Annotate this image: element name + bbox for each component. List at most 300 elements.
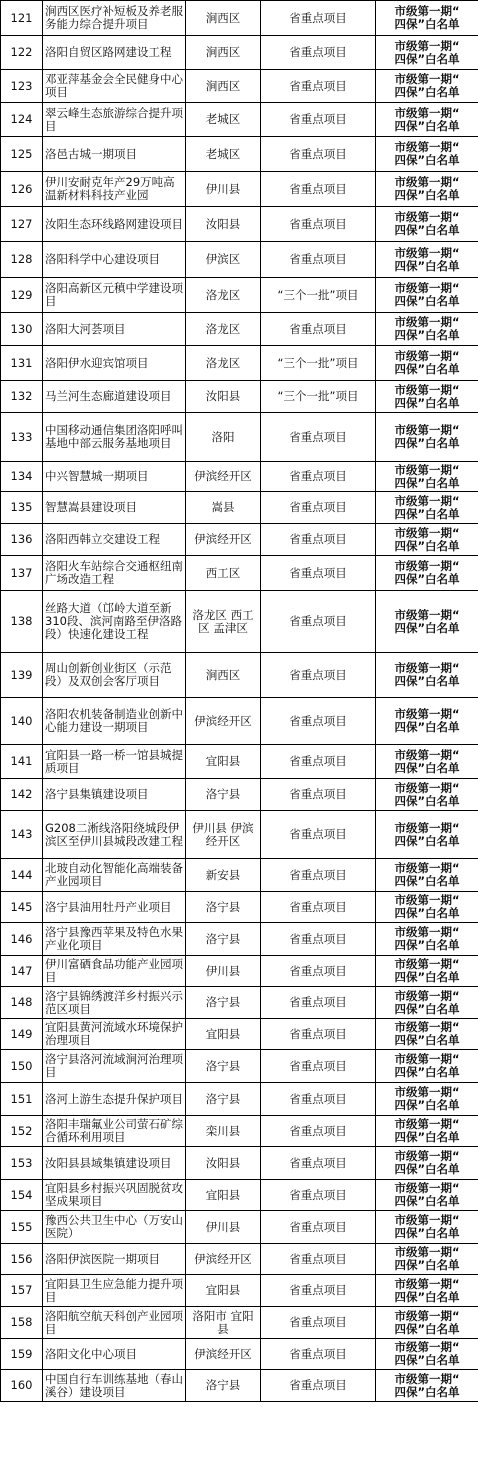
- table-row: [1, 1116, 478, 1147]
- list-status: [376, 346, 478, 381]
- list-status-line-2: 四保”白名单: [394, 760, 460, 775]
- project-name: 智慧嵩县建设项目: [43, 492, 186, 524]
- project-type: 省重点项目: [261, 653, 376, 698]
- project-name: 汝阳县县域集镇建设项目: [43, 1147, 186, 1180]
- list-status-line-2: 四保”白名单: [394, 793, 460, 808]
- row-number: 137: [1, 556, 43, 591]
- table-row: [1, 1180, 478, 1211]
- row-number: 147: [1, 956, 43, 987]
- project-type: 省重点项目: [261, 892, 376, 923]
- project-region: 伊滨经开区: [186, 1339, 261, 1370]
- list-status-line-1: 市级第一期“: [394, 661, 460, 675]
- table-row: [1, 653, 478, 698]
- row-number: 136: [1, 524, 43, 556]
- project-name: 周山创新创业街区（示范段）及双创会客厅项目: [43, 653, 186, 698]
- list-status-line-1: 市级第一期“: [394, 1276, 460, 1291]
- project-type: 省重点项目: [261, 956, 376, 987]
- list-status-line-1: 市级第一期“: [394, 1308, 460, 1323]
- project-type: 省重点项目: [261, 313, 376, 346]
- list-status: [376, 698, 478, 745]
- project-type: 省重点项目: [261, 698, 376, 745]
- table-row: [1, 1370, 478, 1402]
- list-status-line-1: 市级第一期“: [394, 1245, 460, 1259]
- row-number: 152: [1, 1116, 43, 1147]
- list-status-line-1: 市级第一期“: [394, 707, 460, 721]
- row-number: 159: [1, 1339, 43, 1370]
- list-status-line-2: 四保”白名单: [394, 1033, 460, 1047]
- table-row: [1, 137, 478, 172]
- list-status-line-1: 市级第一期“: [394, 893, 460, 907]
- table-row: [1, 745, 478, 779]
- project-name: 洛阳科学中心建设项目: [43, 242, 186, 278]
- list-status-line-2: 四保”白名单: [394, 17, 460, 31]
- project-type: 省重点项目: [261, 524, 376, 556]
- list-status: [376, 492, 478, 524]
- project-name: 洛宁县锦绣渡洋乡村振兴示范区项目: [43, 987, 186, 1019]
- project-region: 汝阳县: [186, 1147, 261, 1180]
- project-name: 洛阳丰瑞氟业公司萤石矿综合循环利用项目: [43, 1116, 186, 1147]
- project-name: 洛宁县油用牡丹产业项目: [43, 892, 186, 923]
- list-status-line-1: 市级第一期“: [394, 423, 460, 437]
- list-status-line-1: 市级第一期“: [394, 72, 460, 86]
- project-type: 省重点项目: [261, 492, 376, 524]
- row-number: 150: [1, 1050, 43, 1083]
- row-number: 133: [1, 413, 43, 462]
- project-type: 省重点项目: [261, 103, 376, 137]
- table-row: [1, 524, 478, 556]
- row-number: 124: [1, 103, 43, 137]
- project-region: 洛宁县: [186, 923, 261, 956]
- list-status: [376, 462, 478, 492]
- list-status: [376, 1019, 478, 1050]
- list-status-line-2: 四保”白名单: [394, 1353, 460, 1367]
- project-name: 洛阳高新区元稹中学建设项目: [43, 278, 186, 313]
- project-region: 伊滨经开区: [186, 462, 261, 492]
- table-row: [1, 779, 478, 811]
- project-region: 洛阳市 宜阳县: [186, 1307, 261, 1339]
- list-status-line-1: 市级第一期“: [394, 861, 460, 875]
- project-name: 邓亚萍基金会全民健身中心项目: [43, 70, 186, 103]
- list-status: [376, 779, 478, 811]
- project-name: 洛阳文化中心项目: [43, 1339, 186, 1370]
- project-region: 洛宁县: [186, 1370, 261, 1402]
- project-type: 省重点项目: [261, 462, 376, 492]
- row-number: 138: [1, 591, 43, 653]
- project-type: 省重点项目: [261, 1019, 376, 1050]
- table-row: [1, 242, 478, 278]
- list-status-line-2: 四保”白名单: [394, 1226, 460, 1240]
- list-status: [376, 242, 478, 278]
- project-type: 省重点项目: [261, 207, 376, 242]
- list-status: [376, 923, 478, 956]
- project-type: 省重点项目: [261, 1, 376, 36]
- list-status: [376, 381, 478, 413]
- project-type: 省重点项目: [261, 745, 376, 779]
- list-status-line-1: 市级第一期“: [394, 105, 460, 120]
- row-number: 158: [1, 1307, 43, 1339]
- table-row: [1, 346, 478, 381]
- list-status-line-1: 市级第一期“: [394, 525, 460, 540]
- project-type: 省重点项目: [261, 1116, 376, 1147]
- row-number: 148: [1, 987, 43, 1019]
- project-type: 省重点项目: [261, 1050, 376, 1083]
- list-status: [376, 313, 478, 346]
- row-number: 151: [1, 1083, 43, 1116]
- list-status-line-2: 四保”白名单: [394, 1130, 460, 1144]
- project-region: 涧西区: [186, 1, 261, 36]
- project-region: 伊滨区: [186, 242, 261, 278]
- project-type: 省重点项目: [261, 987, 376, 1019]
- list-status-line-2: 四保”白名单: [394, 538, 460, 553]
- table-row: [1, 313, 478, 346]
- list-status-line-2: 四保”白名单: [394, 188, 460, 202]
- project-name: 洛阳伊水迎宾馆项目: [43, 346, 186, 381]
- table-row: [1, 556, 478, 591]
- row-number: 127: [1, 207, 43, 242]
- row-number: 157: [1, 1275, 43, 1307]
- list-status-line-2: 四保”白名单: [394, 938, 460, 952]
- list-status: [376, 137, 478, 172]
- table-row: [1, 923, 478, 956]
- project-type: “三个一批”项目: [261, 278, 376, 313]
- list-status: [376, 1211, 478, 1244]
- project-name: 宜阳县卫生应急能力提升项目: [43, 1275, 186, 1307]
- list-status: [376, 745, 478, 779]
- project-type: “三个一批”项目: [261, 381, 376, 413]
- project-region: 栾川县: [186, 1116, 261, 1147]
- list-status: [376, 278, 478, 313]
- project-region: 涧西区: [186, 653, 261, 698]
- row-number: 149: [1, 1019, 43, 1050]
- list-status-line-2: 四保”白名单: [394, 223, 460, 237]
- list-status: [376, 524, 478, 556]
- project-name: 洛邑古城一期项目: [43, 137, 186, 172]
- project-name: 涧西区医疗补短板及养老服务能力综合提升项目: [43, 1, 186, 36]
- list-status-line-2: 四保”白名单: [394, 258, 460, 273]
- list-status-line-2: 四保”白名单: [394, 833, 460, 848]
- table-row: [1, 698, 478, 745]
- row-number: 144: [1, 859, 43, 892]
- row-number: 142: [1, 779, 43, 811]
- list-status: [376, 591, 478, 653]
- project-region: 伊川县 伊滨经开区: [186, 811, 261, 859]
- project-type: 省重点项目: [261, 591, 376, 653]
- project-name: 洛阳农机装备制造业创新中心能力建设一期项目: [43, 698, 186, 745]
- list-status: [376, 1370, 478, 1402]
- list-status: [376, 556, 478, 591]
- table-row: [1, 892, 478, 923]
- table-row: [1, 381, 478, 413]
- list-status-line-2: 四保”白名单: [394, 1098, 460, 1112]
- project-region: 嵩县: [186, 492, 261, 524]
- list-status-line-1: 市级第一期“: [394, 38, 460, 53]
- project-name: 中国自行车训练基地（春山溪谷）建设项目: [43, 1370, 186, 1402]
- table-row: [1, 1211, 478, 1244]
- list-status-line-2: 四保”白名单: [394, 970, 460, 984]
- project-region: 宜阳县: [186, 1275, 261, 1307]
- project-type: 省重点项目: [261, 1180, 376, 1211]
- table-row: [1, 172, 478, 207]
- list-status-line-2: 四保”白名单: [394, 362, 460, 376]
- list-status: [376, 1244, 478, 1275]
- project-region: 伊川县: [186, 1211, 261, 1244]
- row-number: 139: [1, 653, 43, 698]
- project-name: 洛河上游生态提升保护项目: [43, 1083, 186, 1116]
- list-status: [376, 987, 478, 1019]
- table-row: [1, 1275, 478, 1307]
- project-region: 洛龙区: [186, 346, 261, 381]
- list-status-line-1: 市级第一期“: [394, 607, 460, 622]
- list-status: [376, 892, 478, 923]
- list-status-line-2: 四保”白名单: [394, 85, 460, 99]
- list-status-line-1: 市级第一期“: [394, 747, 460, 762]
- list-status-line-1: 市级第一期“: [394, 175, 460, 189]
- list-status-line-2: 四保”白名单: [394, 1321, 460, 1336]
- list-status-line-2: 四保”白名单: [394, 1001, 460, 1016]
- project-name: 洛阳伊滨医院一期项目: [43, 1244, 186, 1275]
- list-status-line-2: 四保”白名单: [394, 906, 460, 920]
- table-row: [1, 1019, 478, 1050]
- project-type: “三个一批”项目: [261, 346, 376, 381]
- row-number: 125: [1, 137, 43, 172]
- list-status-line-1: 市级第一期“: [394, 382, 460, 397]
- project-type: 省重点项目: [261, 1370, 376, 1402]
- project-region: 西工区: [186, 556, 261, 591]
- project-region: 洛龙区 西工区 孟津区: [186, 591, 261, 653]
- row-number: 155: [1, 1211, 43, 1244]
- table-row: [1, 462, 478, 492]
- list-status-line-2: 四保”白名单: [394, 1065, 460, 1079]
- list-status: [376, 1339, 478, 1370]
- list-status-line-1: 市级第一期“: [394, 1371, 460, 1386]
- project-name: 洛阳大河荟项目: [43, 313, 186, 346]
- list-status-line-1: 市级第一期“: [394, 281, 460, 295]
- project-name: 豫西公共卫生中心（万安山医院）: [43, 1211, 186, 1244]
- list-status-line-2: 四保”白名单: [394, 436, 460, 450]
- project-name: 伊川安耐克年产29万吨高温新材料科技产业园: [43, 172, 186, 207]
- list-status-line-1: 市级第一期“: [394, 1052, 460, 1066]
- list-status: [376, 1, 478, 36]
- project-name: 宜阳县乡村振兴巩固脱贫攻坚成果项目: [43, 1180, 186, 1211]
- list-status-line-2: 四保”白名单: [394, 1289, 460, 1304]
- project-name: 洛阳火车站综合交通枢纽南广场改造工程: [43, 556, 186, 591]
- project-region: 洛宁县: [186, 1083, 261, 1116]
- list-status-line-2: 四保”白名单: [394, 1258, 460, 1272]
- project-name: 洛阳自贸区路网建设工程: [43, 36, 186, 70]
- table-row: [1, 207, 478, 242]
- project-type: 省重点项目: [261, 779, 376, 811]
- project-region: 伊滨经开区: [186, 1244, 261, 1275]
- row-number: 141: [1, 745, 43, 779]
- row-number: 129: [1, 278, 43, 313]
- project-name: 丝路大道（邙岭大道至新310段、滨河南路至伊洛路段）快速化建设工程: [43, 591, 186, 653]
- list-status: [376, 1116, 478, 1147]
- project-region: 宜阳县: [186, 1180, 261, 1211]
- row-number: 143: [1, 811, 43, 859]
- list-status-line-1: 市级第一期“: [394, 1117, 460, 1131]
- list-status: [376, 172, 478, 207]
- project-region: 宜阳县: [186, 1019, 261, 1050]
- project-region: 伊滨经开区: [186, 698, 261, 745]
- list-status: [376, 811, 478, 859]
- list-status-line-1: 市级第一期“: [394, 245, 460, 260]
- table-row: [1, 492, 478, 524]
- project-region: 宜阳县: [186, 745, 261, 779]
- table-row: [1, 1, 478, 36]
- table-row: [1, 1147, 478, 1180]
- table-row: [1, 413, 478, 462]
- table-row: [1, 811, 478, 859]
- project-type: 省重点项目: [261, 923, 376, 956]
- table-row: [1, 36, 478, 70]
- project-name: 翠云峰生态旅游综合提升项目: [43, 103, 186, 137]
- project-region: 洛宁县: [186, 779, 261, 811]
- project-region: 涧西区: [186, 70, 261, 103]
- project-name: 中国移动通信集团洛阳呼叫基地中部云服务基地项目: [43, 413, 186, 462]
- list-status: [376, 653, 478, 698]
- project-name: 中兴智慧城一期项目: [43, 462, 186, 492]
- list-status-line-1: 市级第一期“: [394, 140, 460, 154]
- project-name: 洛宁县洛河流域涧河治理项目: [43, 1050, 186, 1083]
- project-region: 汝阳县: [186, 381, 261, 413]
- list-status: [376, 1307, 478, 1339]
- list-status-line-1: 市级第一期“: [394, 349, 460, 363]
- row-number: 135: [1, 492, 43, 524]
- row-number: 130: [1, 313, 43, 346]
- row-number: 153: [1, 1147, 43, 1180]
- project-type: 省重点项目: [261, 1211, 376, 1244]
- project-type: 省重点项目: [261, 811, 376, 859]
- list-status-line-2: 四保”白名单: [394, 51, 460, 66]
- list-status-line-1: 市级第一期“: [394, 925, 460, 939]
- project-name: 北玻自动化智能化高端装备产业园项目: [43, 859, 186, 892]
- table-row: [1, 591, 478, 653]
- list-status-line-2: 四保”白名单: [394, 720, 460, 734]
- list-status-line-1: 市级第一期“: [394, 315, 460, 329]
- project-type: 省重点项目: [261, 1147, 376, 1180]
- list-status: [376, 1147, 478, 1180]
- project-type: 省重点项目: [261, 137, 376, 172]
- table-row: [1, 956, 478, 987]
- table-row: [1, 1339, 478, 1370]
- list-status: [376, 36, 478, 70]
- list-status-line-1: 市级第一期“: [394, 559, 460, 573]
- list-status-line-1: 市级第一期“: [394, 1020, 460, 1034]
- project-name: 宜阳县一路一桥一馆县城提质项目: [43, 745, 186, 779]
- list-status-line-1: 市级第一期“: [394, 957, 460, 971]
- project-region: 老城区: [186, 137, 261, 172]
- row-number: 128: [1, 242, 43, 278]
- list-status: [376, 1180, 478, 1211]
- project-name: 洛宁县集镇建设项目: [43, 779, 186, 811]
- table-row: [1, 1050, 478, 1083]
- project-region: 涧西区: [186, 36, 261, 70]
- list-status: [376, 70, 478, 103]
- row-number: 126: [1, 172, 43, 207]
- list-status-line-2: 四保”白名单: [394, 328, 460, 342]
- project-region: 洛龙区: [186, 313, 261, 346]
- project-region: 汝阳县: [186, 207, 261, 242]
- row-number: 131: [1, 346, 43, 381]
- list-status-line-1: 市级第一期“: [394, 462, 460, 477]
- table-row: [1, 278, 478, 313]
- row-number: 145: [1, 892, 43, 923]
- table-row: [1, 1244, 478, 1275]
- project-type: 省重点项目: [261, 70, 376, 103]
- project-type: 省重点项目: [261, 556, 376, 591]
- row-number: 132: [1, 381, 43, 413]
- project-type: 省重点项目: [261, 1339, 376, 1370]
- row-number: 160: [1, 1370, 43, 1402]
- project-type: 省重点项目: [261, 1275, 376, 1307]
- table-row: [1, 103, 478, 137]
- list-status-line-2: 四保”白名单: [394, 674, 460, 688]
- list-status: [376, 1083, 478, 1116]
- list-status-line-1: 市级第一期“: [394, 210, 460, 224]
- list-status-line-2: 四保”白名单: [394, 475, 460, 490]
- list-status-line-2: 四保”白名单: [394, 1162, 460, 1176]
- project-name: 伊川富硒食品功能产业园项目: [43, 956, 186, 987]
- list-status-line-1: 市级第一期“: [394, 1149, 460, 1163]
- project-name: 马兰河生态廊道建设项目: [43, 381, 186, 413]
- row-number: 154: [1, 1180, 43, 1211]
- project-region: 洛龙区: [186, 278, 261, 313]
- table-row: [1, 987, 478, 1019]
- list-status-line-2: 四保”白名单: [394, 572, 460, 586]
- list-status: [376, 1050, 478, 1083]
- list-status-line-2: 四保”白名单: [394, 506, 460, 521]
- project-name: 洛阳航空航天科创产业园项目: [43, 1307, 186, 1339]
- row-number: 134: [1, 462, 43, 492]
- project-region: 洛宁县: [186, 892, 261, 923]
- list-status: [376, 956, 478, 987]
- table-row: [1, 1307, 478, 1339]
- row-number: 140: [1, 698, 43, 745]
- list-status-line-1: 市级第一期“: [394, 1181, 460, 1195]
- row-number: 123: [1, 70, 43, 103]
- table-row: [1, 859, 478, 892]
- project-name: 汝阳生态环线路网建设项目: [43, 207, 186, 242]
- list-status-line-1: 市级第一期“: [394, 493, 460, 508]
- list-status-line-1: 市级第一期“: [394, 1085, 460, 1099]
- list-status: [376, 1275, 478, 1307]
- list-status-line-2: 四保”白名单: [394, 294, 460, 308]
- row-number: 121: [1, 1, 43, 36]
- list-status-line-1: 市级第一期“: [394, 780, 460, 795]
- project-region: 新安县: [186, 859, 261, 892]
- project-name: G208二淅线洛阳绕城段伊滨区至伊川县城段改建工程: [43, 811, 186, 859]
- project-name: 宜阳县黄河流域水环境保护治理项目: [43, 1019, 186, 1050]
- project-type: 省重点项目: [261, 36, 376, 70]
- list-status-line-1: 市级第一期“: [394, 988, 460, 1003]
- table-row: [1, 1083, 478, 1116]
- list-status: [376, 413, 478, 462]
- list-status-line-1: 市级第一期“: [394, 1213, 460, 1227]
- project-region: 伊川县: [186, 956, 261, 987]
- list-status: [376, 859, 478, 892]
- project-name: 洛阳西韩立交建设工程: [43, 524, 186, 556]
- list-status-line-2: 四保”白名单: [394, 1194, 460, 1208]
- list-status-line-2: 四保”白名单: [394, 874, 460, 888]
- project-type: 省重点项目: [261, 859, 376, 892]
- project-region: 洛阳: [186, 413, 261, 462]
- project-type: 省重点项目: [261, 413, 376, 462]
- list-status-line-1: 市级第一期“: [394, 1340, 460, 1354]
- list-status-line-1: 市级第一期“: [394, 820, 460, 835]
- list-status-line-2: 四保”白名单: [394, 620, 460, 635]
- row-number: 122: [1, 36, 43, 70]
- project-type: 省重点项目: [261, 172, 376, 207]
